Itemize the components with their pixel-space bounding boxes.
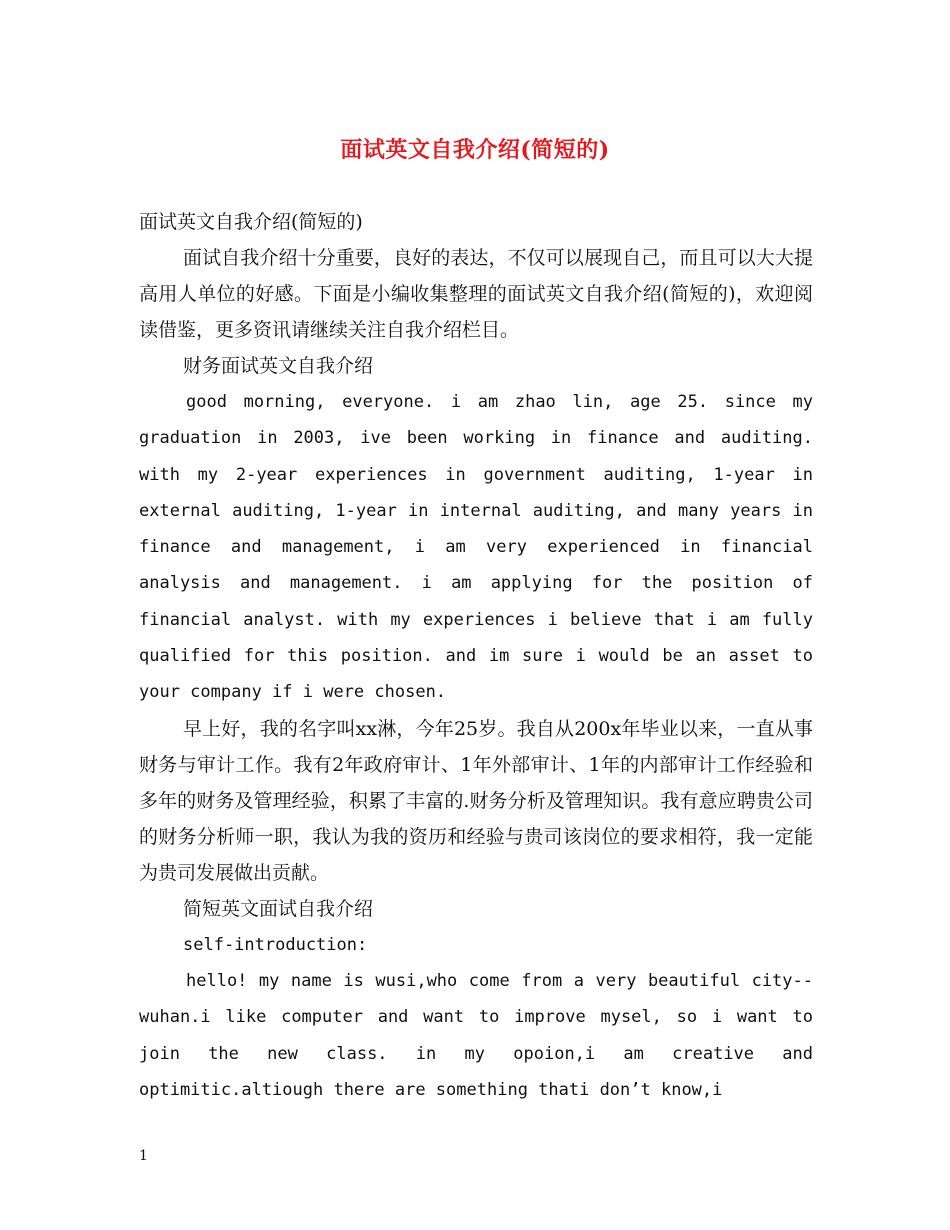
short-intro-heading: 简短英文面试自我介绍 bbox=[183, 897, 374, 920]
intro-paragraph: 面试自我介绍十分重要，良好的表达，不仅可以展现自己，而且可以大大提高用人单位的好感。下面是小编收集整理的面试英文自我介绍(简短的)，欢迎阅读借鉴，更多资讯请继续关注自我介绍栏目。 bbox=[139, 247, 813, 341]
english-short-paragraph: hello! my name is wusi,who come from a very beautiful city--wuhan.i like computer and want to improve mysel, so i want to join the new class. in my opoion,i am creative and optimitic.altiough there are something thati don’t know,i bbox=[139, 970, 813, 1100]
chinese-finance-paragraph: 早上好，我的名字叫xx淋，今年25岁。我自从200x年毕业以来，一直从事财务与审计工作。我有2年政府审计、1年外部审计、1年的内部审计工作经验和多年的财务及管理经验，积累了丰富的.财务分析及管理知识。我有意应聘贵公司的财务分析师一职，我认为我的资历和经验与贵司该岗位的要求相符，我一定能为贵司发展做出贡献。 bbox=[139, 717, 813, 884]
document-title: 面试英文自我介绍(简短的) bbox=[340, 137, 610, 163]
english-finance-paragraph: good morning, everyone. i am zhao lin, age 25. since my graduation in 2003, ive been working in finance and auditing. with my 2-year experiences in government auditing, 1-year in external auditing, 1-year in internal auditing, and many years in finance and management, i am very experienced in financial analysis and management. i am applying for the position of financial analyst. with my experiences i believe that i am fully qualified for this position. and im sure i would be an asset to your company if i were chosen. bbox=[139, 392, 813, 703]
finance-heading: 财务面试英文自我介绍 bbox=[183, 355, 374, 377]
document-body bbox=[139, 204, 813, 1108]
page-number: 1 bbox=[139, 1148, 148, 1164]
subtitle-paragraph: 面试英文自我介绍(简短的) bbox=[139, 211, 363, 233]
self-introduction-label: self-introduction: bbox=[183, 934, 368, 955]
